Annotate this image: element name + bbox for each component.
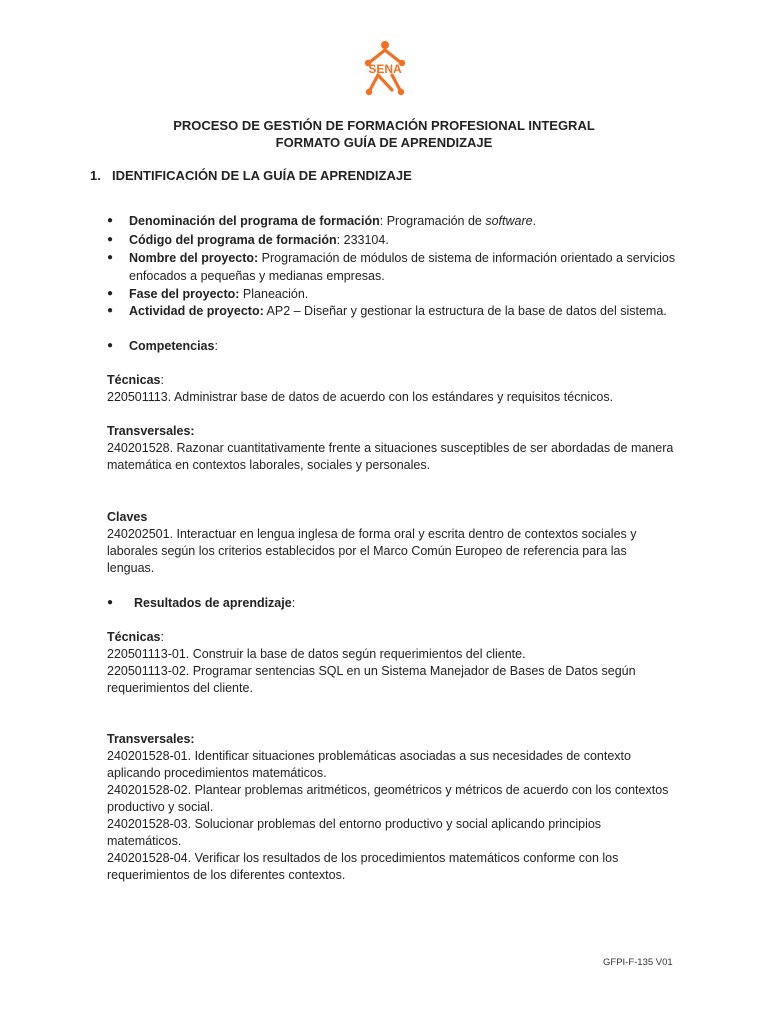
- tecnicas-colon: :: [160, 373, 164, 387]
- bullet-icon: ●: [107, 340, 114, 351]
- code-value: : 233104.: [336, 233, 389, 247]
- activity-value: AP2 – Diseñar y gestionar la estructura de la base de datos del sistema.: [263, 304, 667, 318]
- program-value: : Programación de: [379, 214, 486, 228]
- competencias-transversales-heading: [107, 423, 677, 440]
- bullet-icon: ●: [107, 597, 114, 608]
- program-label: Denominación del programa de formación: [129, 214, 380, 228]
- project-label: Nombre del proyecto:: [129, 251, 259, 265]
- code-label: Código del programa de formación: [129, 233, 337, 247]
- bullet-activity: [107, 302, 677, 320]
- resultados-tecnicas-colon: :: [160, 630, 164, 644]
- resultados-transversales-list: [107, 748, 677, 884]
- program-value-end: .: [532, 214, 537, 228]
- list-item: 240201528-03. Solucionar problemas del entorno productivo y social aplicando principios matemáticos.: [107, 817, 602, 848]
- list-item: 240201528-04. Verificar los resultados de los procedimientos matemáticos conforme con los requerimientos de los diferentes contextos.: [107, 851, 619, 882]
- transversales-label: Transversales:: [107, 424, 195, 438]
- competencias-transversales-text: 240201528. Razonar cuantitativamente frente a situaciones susceptibles de ser abordadas de manera matemática en contextos laborales, sociales y personales.: [107, 441, 674, 472]
- resultados-tecnicas-heading: [107, 629, 677, 646]
- resultados-colon: :: [291, 596, 296, 610]
- resultados-transversales-label: Transversales:: [107, 732, 195, 746]
- bullet-icon: ●: [107, 215, 114, 226]
- bullet-icon: ●: [107, 234, 114, 245]
- tecnicas-label: Técnicas: [107, 373, 161, 387]
- project-value: Programación de módulos de sistema de información orientado a servicios enfocados a pequeñas y medianas empresas.: [129, 251, 676, 283]
- activity-label: Actividad de proyecto:: [129, 304, 264, 318]
- form-code: GFPI-F-135 V01: [603, 957, 673, 968]
- sena-logo: [356, 40, 414, 98]
- section-number: 1.: [90, 168, 101, 183]
- bullet-project: [107, 249, 677, 285]
- doc-title: PROCESO DE GESTIÓN DE FORMACIÓN PROFESIONAL INTEGRAL: [173, 118, 595, 133]
- section-title: IDENTIFICACIÓN DE LA GUÍA DE APRENDIZAJE: [112, 168, 412, 183]
- list-item: 220501113-02. Programar sentencias SQL en un Sistema Manejador de Bases de Datos según requerimientos del cliente.: [107, 664, 636, 695]
- competencias-tecnicas-heading: [107, 372, 677, 389]
- phase-label: Fase del proyecto:: [129, 287, 240, 301]
- resultados-tecnicas-label: Técnicas: [107, 630, 161, 644]
- bullet-code: [107, 231, 677, 249]
- list-item: 240201528-01. Identificar situaciones problemáticas asociadas a sus necesidades de contexto aplicando procedimientos matemáticos.: [107, 749, 631, 780]
- claves-label: Claves: [107, 510, 148, 524]
- bullet-resultados: [107, 594, 677, 612]
- bullet-program: [107, 212, 677, 230]
- bullet-competencias: [107, 337, 677, 355]
- phase-value: Planeación.: [239, 287, 309, 301]
- doc-subtitle: FORMATO GUÍA DE APRENDIZAJE: [275, 135, 493, 150]
- competencias-claves-text: 240202501. Interactuar en lengua inglesa de forma oral y escrita dentro de contextos sociales y laborales según los criterios establecidos por el Marco Común Europeo de referencia para las lenguas.: [107, 527, 637, 575]
- sena-logo-text: SENA: [368, 62, 402, 76]
- bullet-phase: [107, 285, 677, 303]
- bullet-icon: ●: [107, 305, 114, 316]
- competencias-colon: :: [214, 339, 218, 353]
- resultados-transversales-heading: [107, 731, 677, 748]
- competencias-tecnicas-text: 220501113. Administrar base de datos de acuerdo con los estándares y requisitos técnicos.: [107, 390, 614, 404]
- resultados-label: Resultados de aprendizaje: [134, 596, 292, 610]
- competencias-label: Competencias: [129, 339, 215, 353]
- competencias-claves-heading: [107, 509, 677, 526]
- section-heading: [90, 168, 412, 183]
- list-item: 220501113-01. Construir la base de datos según requerimientos del cliente.: [107, 647, 526, 661]
- bullet-icon: ●: [107, 252, 114, 263]
- list-item: 240201528-02. Plantear problemas aritméticos, geométricos y métricos de acuerdo con los contextos productivo y social.: [107, 783, 669, 814]
- program-value-em: software: [485, 214, 533, 228]
- resultados-tecnicas-list: [107, 646, 677, 697]
- bullet-icon: ●: [107, 288, 114, 299]
